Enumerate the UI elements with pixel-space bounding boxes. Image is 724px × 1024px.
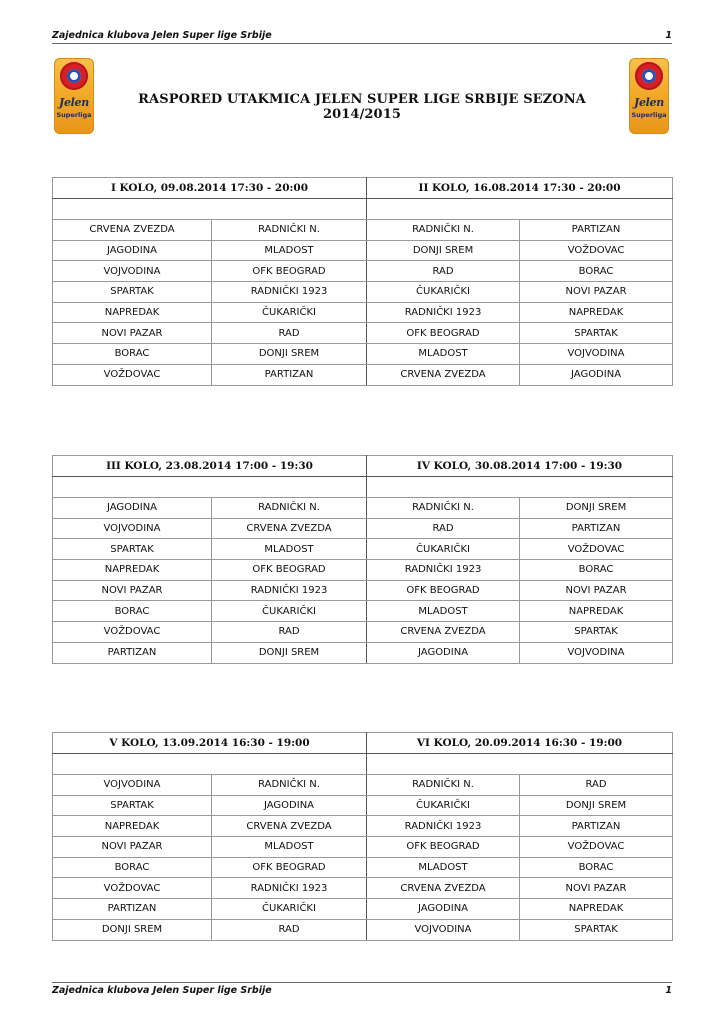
- home-team-cell: RADNIČKI 1923: [367, 560, 520, 581]
- home-team-cell: JAGODINA: [367, 642, 520, 663]
- home-team-cell: NOVI PAZAR: [53, 580, 212, 601]
- blank-cell: [53, 754, 367, 775]
- match-row: [53, 642, 673, 663]
- home-team-cell: NAPREDAK: [53, 560, 212, 581]
- round-table: [52, 732, 673, 941]
- match-row: [53, 878, 673, 899]
- match-row: [53, 775, 673, 796]
- match-row: [53, 323, 673, 344]
- match-row: [53, 622, 673, 643]
- away-team-cell: SPARTAK: [520, 323, 673, 344]
- home-team-cell: JAGODINA: [367, 899, 520, 920]
- away-team-cell: NAPREDAK: [520, 899, 673, 920]
- home-team-cell: PARTIZAN: [53, 899, 212, 920]
- home-team-cell: VOJVODINA: [53, 261, 212, 282]
- home-team-cell: OFK BEOGRAD: [367, 580, 520, 601]
- home-team-cell: ČUKARIČKI: [367, 282, 520, 303]
- away-team-cell: NOVI PAZAR: [520, 878, 673, 899]
- document-title: RASPORED UTAKMICA JELEN SUPER LIGE SRBIJE SEZONA 2014/2015: [138, 92, 586, 122]
- home-team-cell: CRVENA ZVEZDA: [367, 622, 520, 643]
- blank-cell: [367, 754, 673, 775]
- away-team-cell: VOŽDOVAC: [520, 240, 673, 261]
- home-team-cell: MLADOST: [367, 857, 520, 878]
- blank-row: [53, 477, 673, 498]
- home-team-cell: DONJI SREM: [367, 240, 520, 261]
- away-team-cell: VOJVODINA: [520, 344, 673, 365]
- away-team-cell: NOVI PAZAR: [520, 580, 673, 601]
- match-row: [53, 261, 673, 282]
- home-team-cell: VOJVODINA: [53, 775, 212, 796]
- home-team-cell: OFK BEOGRAD: [367, 323, 520, 344]
- home-team-cell: RADNIČKI 1923: [367, 302, 520, 323]
- home-team-cell: MLADOST: [367, 601, 520, 622]
- blank-cell: [367, 477, 673, 498]
- away-team-cell: JAGODINA: [520, 364, 673, 385]
- away-team-cell: RAD: [520, 775, 673, 796]
- away-team-cell: ČUKARIČKI: [212, 302, 367, 323]
- round-heading: I KOLO, 09.08.2014 17:30 - 20:00: [53, 178, 367, 199]
- away-team-cell: ČUKARIČKI: [212, 601, 367, 622]
- away-team-cell: OFK BEOGRAD: [212, 857, 367, 878]
- match-row: [53, 816, 673, 837]
- away-team-cell: RADNIČKI 1923: [212, 580, 367, 601]
- away-team-cell: OFK BEOGRAD: [212, 261, 367, 282]
- blank-cell: [53, 477, 367, 498]
- home-team-cell: RADNIČKI 1923: [367, 816, 520, 837]
- home-team-cell: RAD: [367, 261, 520, 282]
- away-team-cell: SPARTAK: [520, 919, 673, 940]
- away-team-cell: NAPREDAK: [520, 601, 673, 622]
- home-team-cell: NOVI PAZAR: [53, 323, 212, 344]
- round-header-row: [53, 178, 673, 199]
- home-team-cell: VOŽDOVAC: [53, 878, 212, 899]
- blank-cell: [367, 199, 673, 220]
- away-team-cell: DONJI SREM: [520, 498, 673, 519]
- home-team-cell: BORAC: [53, 344, 212, 365]
- match-row: [53, 795, 673, 816]
- jelen-superliga-logo: [629, 58, 669, 134]
- page-number: 1: [665, 30, 672, 41]
- round-heading: IV KOLO, 30.08.2014 17:00 - 19:30: [367, 456, 673, 477]
- home-team-cell: RADNIČKI N.: [367, 220, 520, 241]
- home-team-cell: SPARTAK: [53, 282, 212, 303]
- match-row: [53, 240, 673, 261]
- away-team-cell: RAD: [212, 622, 367, 643]
- away-team-cell: VOJVODINA: [520, 642, 673, 663]
- home-team-cell: CRVENA ZVEZDA: [367, 364, 520, 385]
- away-team-cell: OFK BEOGRAD: [212, 560, 367, 581]
- away-team-cell: ČUKARIČKI: [212, 899, 367, 920]
- away-team-cell: SPARTAK: [520, 622, 673, 643]
- away-team-cell: RADNIČKI 1923: [212, 878, 367, 899]
- away-team-cell: CRVENA ZVEZDA: [212, 816, 367, 837]
- round-heading: III KOLO, 23.08.2014 17:00 - 19:30: [53, 456, 367, 477]
- round-heading: V KOLO, 13.09.2014 16:30 - 19:00: [53, 733, 367, 754]
- home-team-cell: DONJI SREM: [53, 919, 212, 940]
- blank-cell: [53, 199, 367, 220]
- logo-subtitle: Superliga: [56, 111, 92, 119]
- match-row: [53, 364, 673, 385]
- home-team-cell: PARTIZAN: [53, 642, 212, 663]
- match-row: [53, 580, 673, 601]
- home-team-cell: VOJVODINA: [367, 919, 520, 940]
- away-team-cell: VOŽDOVAC: [520, 837, 673, 858]
- home-team-cell: CRVENA ZVEZDA: [53, 220, 212, 241]
- match-row: [53, 857, 673, 878]
- league-badge-icon: [635, 62, 663, 90]
- home-team-cell: RADNIČKI N.: [367, 775, 520, 796]
- away-team-cell: RAD: [212, 919, 367, 940]
- away-team-cell: DONJI SREM: [212, 642, 367, 663]
- page-number: 1: [665, 985, 672, 996]
- match-row: [53, 220, 673, 241]
- home-team-cell: ČUKARIČKI: [367, 795, 520, 816]
- blank-row: [53, 199, 673, 220]
- logo-wordmark: Jelen: [634, 96, 664, 109]
- away-team-cell: RAD: [212, 323, 367, 344]
- away-team-cell: RADNIČKI N.: [212, 498, 367, 519]
- away-team-cell: RADNIČKI N.: [212, 775, 367, 796]
- home-team-cell: OFK BEOGRAD: [367, 837, 520, 858]
- away-team-cell: CRVENA ZVEZDA: [212, 518, 367, 539]
- away-team-cell: PARTIZAN: [520, 220, 673, 241]
- match-row: [53, 282, 673, 303]
- away-team-cell: RADNIČKI N.: [212, 220, 367, 241]
- away-team-cell: JAGODINA: [212, 795, 367, 816]
- away-team-cell: VOŽDOVAC: [520, 539, 673, 560]
- logo-wordmark: Jelen: [59, 96, 89, 109]
- home-team-cell: VOJVODINA: [53, 518, 212, 539]
- running-footer-text: Zajednica klubova Jelen Super lige Srbije: [52, 985, 272, 996]
- home-team-cell: ČUKARIČKI: [367, 539, 520, 560]
- running-header-text: Zajednica klubova Jelen Super lige Srbije: [52, 30, 272, 41]
- match-row: [53, 601, 673, 622]
- round-table: [52, 177, 673, 386]
- home-team-cell: RADNIČKI N.: [367, 498, 520, 519]
- home-team-cell: VOŽDOVAC: [53, 622, 212, 643]
- match-row: [53, 837, 673, 858]
- blank-row: [53, 754, 673, 775]
- home-team-cell: CRVENA ZVEZDA: [367, 878, 520, 899]
- round-header-row: [53, 456, 673, 477]
- away-team-cell: PARTIZAN: [520, 816, 673, 837]
- away-team-cell: BORAC: [520, 261, 673, 282]
- home-team-cell: JAGODINA: [53, 240, 212, 261]
- home-team-cell: SPARTAK: [53, 539, 212, 560]
- running-header: [52, 30, 672, 44]
- away-team-cell: MLADOST: [212, 539, 367, 560]
- home-team-cell: BORAC: [53, 601, 212, 622]
- home-team-cell: RAD: [367, 518, 520, 539]
- round-heading: II KOLO, 16.08.2014 17:30 - 20:00: [367, 178, 673, 199]
- match-row: [53, 899, 673, 920]
- running-footer: [52, 982, 672, 996]
- round-header-row: [53, 733, 673, 754]
- away-team-cell: DONJI SREM: [520, 795, 673, 816]
- match-row: [53, 302, 673, 323]
- match-row: [53, 560, 673, 581]
- away-team-cell: PARTIZAN: [212, 364, 367, 385]
- home-team-cell: BORAC: [53, 857, 212, 878]
- home-team-cell: VOŽDOVAC: [53, 364, 212, 385]
- league-badge-icon: [60, 62, 88, 90]
- away-team-cell: DONJI SREM: [212, 344, 367, 365]
- home-team-cell: NAPREDAK: [53, 302, 212, 323]
- away-team-cell: NOVI PAZAR: [520, 282, 673, 303]
- logo-subtitle: Superliga: [631, 111, 667, 119]
- round-table: [52, 455, 673, 664]
- away-team-cell: MLADOST: [212, 837, 367, 858]
- jelen-superliga-logo: [54, 58, 94, 134]
- away-team-cell: BORAC: [520, 857, 673, 878]
- away-team-cell: BORAC: [520, 560, 673, 581]
- match-row: [53, 539, 673, 560]
- home-team-cell: MLADOST: [367, 344, 520, 365]
- away-team-cell: PARTIZAN: [520, 518, 673, 539]
- home-team-cell: NOVI PAZAR: [53, 837, 212, 858]
- home-team-cell: JAGODINA: [53, 498, 212, 519]
- home-team-cell: SPARTAK: [53, 795, 212, 816]
- round-heading: VI KOLO, 20.09.2014 16:30 - 19:00: [367, 733, 673, 754]
- home-team-cell: NAPREDAK: [53, 816, 212, 837]
- away-team-cell: RADNIČKI 1923: [212, 282, 367, 303]
- match-row: [53, 919, 673, 940]
- away-team-cell: MLADOST: [212, 240, 367, 261]
- away-team-cell: NAPREDAK: [520, 302, 673, 323]
- match-row: [53, 344, 673, 365]
- match-row: [53, 498, 673, 519]
- match-row: [53, 518, 673, 539]
